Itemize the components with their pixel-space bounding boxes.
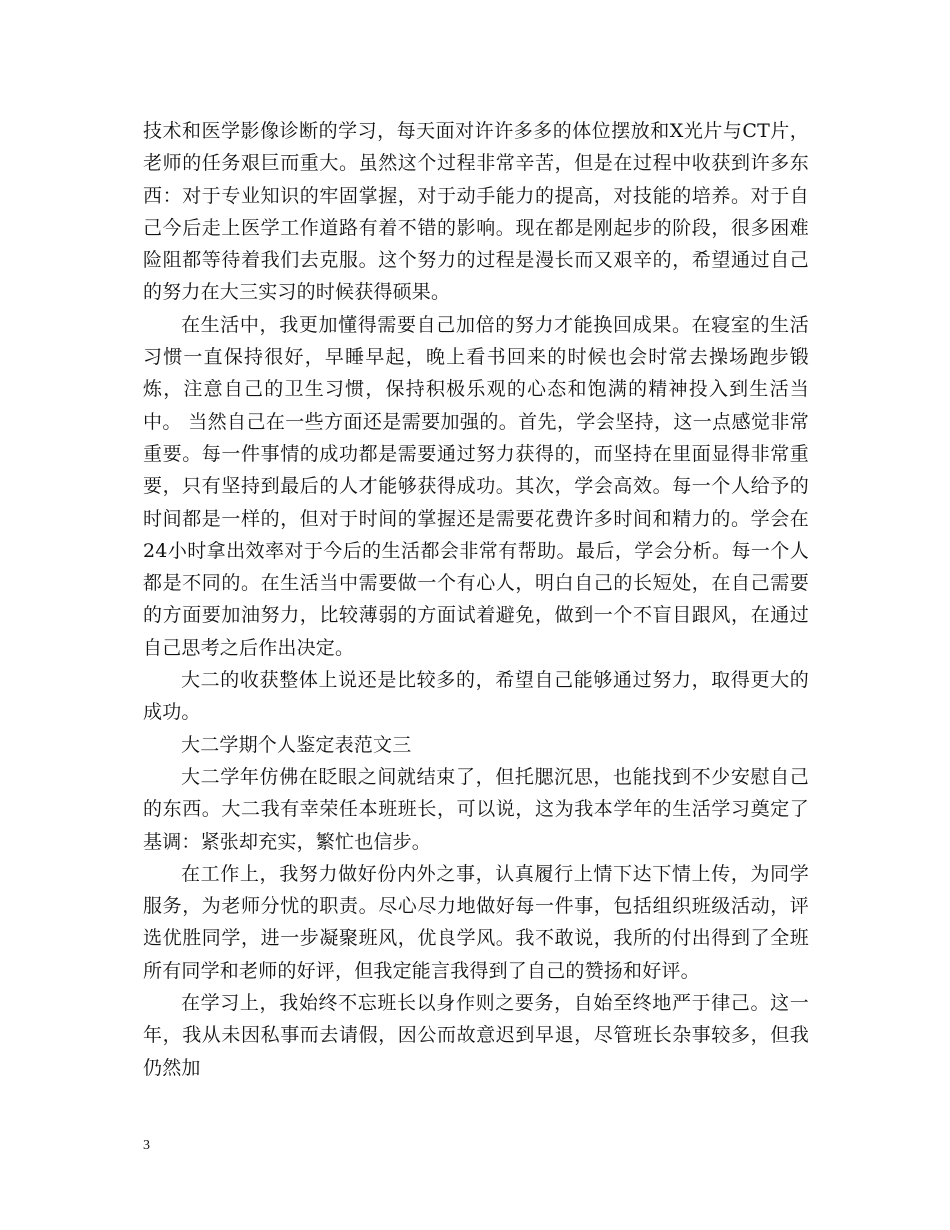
paragraph-6: 在学习上，我始终不忘班长以身作则之要务，自始至终地严于律己。这一年，我从未因私事而去请假，因公而故意迟到早退，尽管班长杂事较多，但我仍然加	[143, 992, 809, 1079]
paragraph-1: 技术和医学影像诊断的学习，每天面对许许多多的体位摆放和X光片与CT片，老师的任务艰巨而重大。虽然这个过程非常辛苦，但是在过程中收获到许多东西：对于专业知识的牢固掌握，对于动手能力的提高，对技能的培养。对于自己今后走上医学工作道路有着不错的影响。现在都是刚起步的阶段，很多困难险阻都等待着我们去克服。这个努力的过程是漫长而又艰辛的，希望通过自己的努力在大三实习的时候获得硕果。	[143, 120, 809, 304]
page-number: 3	[143, 1138, 150, 1153]
section-heading: 大二学期个人鉴定表范文三	[181, 733, 412, 756]
paragraph-2: 在生活中，我更加懂得需要自己加倍的努力才能换回成果。在寝室的生活习惯一直保持很好，早睡早起，晚上看书回来的时候也会时常去操场跑步锻炼，注意自己的卫生习惯，保持积极乐观的心态和饱满的精神投入到生活当中。 当然自己在一些方面还是需要加强的。首先，学会坚持，这一点感觉非常重要。每一件事情的成功都是需要通过努力获得的，而坚持在里面显得非常重要，只有坚持到最后的人才能够获得成功。其次，学会高效。每一个人给予的时间都是一样的，但对于时间的掌握还是需要花费许多时间和精力的。学会在24小时拿出效率对于今后的生活都会非常有帮助。最后，学会分析。每一个人都是不同的。在生活当中需要做一个有心人，明白自己的长短处，在自己需要的方面要加油努力，比较薄弱的方面试着避免，做到一个不盲目跟风，在通过自己思考之后作出决定。	[143, 313, 809, 659]
paragraph-3: 大二的收获整体上说还是比较多的，希望自己能够通过努力，取得更大的成功。	[143, 669, 809, 724]
paragraph-5: 在工作上，我努力做好份内外之事，认真履行上情下达下情上传，为同学服务，为老师分忧的职责。尽心尽力地做好每一件事，包括组织班级活动，评选优胜同学，进一步凝聚班风，优良学风。我不敢说，我所的付出得到了全班所有同学和老师的好评，但我定能言我得到了自己的赞扬和好评。	[143, 862, 809, 982]
paragraph-4: 大二学年仿佛在眨眼之间就结束了，但托腮沉思，也能找到不少安慰自己的东西。大二我有幸荣任本班班长，可以说，这为我本学年的生活学习奠定了基调：紧张却充实，繁忙也信步。	[143, 765, 809, 853]
document-body	[143, 115, 809, 1084]
